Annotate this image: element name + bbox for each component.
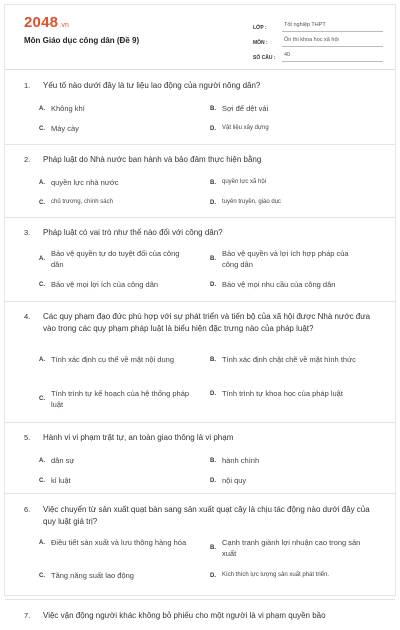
question-7 xyxy=(5,600,395,630)
meta-row-count xyxy=(253,47,383,62)
option-a[interactable]: A. Bảo vệ quyền tự do tuyệt đối của công dân xyxy=(39,249,180,269)
option-b[interactable]: B. hành chính xyxy=(210,456,260,465)
option-b[interactable]: B. Sợi để dệt vải xyxy=(210,104,269,113)
meta-value: 40 xyxy=(282,52,383,62)
option-c[interactable]: C. Tính trình tự kế hoạch của hệ thống pháp luật xyxy=(39,389,190,409)
meta-label: SỐ CÂU : xyxy=(253,55,276,61)
option-b[interactable]: B. Tính xác định chặt chẽ về mặt hình thức xyxy=(210,355,356,364)
option-c[interactable]: C. Máy cày xyxy=(39,124,79,133)
brand-logo[interactable]: 2048.vn xyxy=(24,14,70,31)
exam-header xyxy=(5,5,395,67)
option-d[interactable]: D. tuyên truyền, giáo dục xyxy=(210,199,282,206)
exam-meta xyxy=(253,17,383,62)
question-number: 1. xyxy=(24,81,31,90)
question-number: 2. xyxy=(24,155,31,164)
question-4 xyxy=(5,302,395,423)
meta-value: Tốt nghiệp THPT xyxy=(282,22,383,32)
exam-subject-title: Môn Giáo dục công dân (Đề 9) xyxy=(24,36,140,45)
option-b[interactable]: B. Cạnh tranh giành lợi nhuận cao trong sản xuất xyxy=(210,538,361,558)
option-a[interactable]: A. Không khí xyxy=(39,104,85,113)
question-text: Việc vận động người khác không bỏ phiếu cho một người là vi phạm quyền bầo xyxy=(43,611,326,620)
option-a[interactable]: A. Điều tiết sản xuất và lưu thông hàng hóa xyxy=(39,538,187,547)
question-number: 4. xyxy=(24,312,31,321)
option-b[interactable]: B. quyền lực xã hội xyxy=(210,179,267,186)
option-c[interactable]: C. Bảo vệ mọi lợi ích của công dân xyxy=(39,280,159,289)
option-c[interactable]: C. kỉ luật xyxy=(39,476,71,485)
meta-label: LỚP : xyxy=(253,25,267,31)
option-c[interactable]: C. chủ trương, chính sách xyxy=(39,199,113,206)
meta-row-subject xyxy=(253,32,383,47)
option-d[interactable]: D. Tính trình tự khoa học của pháp luật xyxy=(210,389,343,398)
question-number: 3. xyxy=(24,228,31,237)
meta-value: Ôn thi khoa học xã hội xyxy=(282,37,383,47)
option-c[interactable]: C. Tăng năng suất lao động xyxy=(39,571,134,580)
question-text: Các quy phạm đạo đức phù hợp với sự phát triển và tiến bộ của xã hội được Nhà nước đưa vào trong các quy phạm pháp luật là biểu hiện đặc trưng nào của pháp luật? xyxy=(43,312,371,333)
question-text: Yếu tố nào dưới đây là tư liệu lao động của người nông dân? xyxy=(43,81,261,90)
question-2 xyxy=(5,145,395,218)
question-text: Hành vi vi phạm trật tự, an toàn giao thông là vi phạm xyxy=(43,433,234,442)
question-number: 7. xyxy=(24,611,31,620)
meta-label: MÔN : xyxy=(253,40,268,46)
option-b[interactable]: B. Bảo vệ quyền và lợi ích hợp pháp của công dân xyxy=(210,249,349,269)
question-list xyxy=(5,70,395,630)
question-6 xyxy=(5,494,395,600)
exam-sheet xyxy=(4,4,396,620)
option-d[interactable]: D. Bảo vệ mọi nhu cầu của công dân xyxy=(210,280,336,289)
question-3 xyxy=(5,218,395,302)
option-a[interactable]: A. dân sự xyxy=(39,456,75,465)
question-1 xyxy=(5,70,395,145)
question-5 xyxy=(5,423,395,494)
option-a[interactable]: A. quyền lực nhà nước xyxy=(39,178,119,187)
option-d[interactable]: D. Vật liệu xây dựng xyxy=(210,125,269,132)
meta-row-class xyxy=(253,17,383,32)
question-number: 5. xyxy=(24,433,31,442)
question-number: 6. xyxy=(24,505,31,514)
question-text: Pháp luật có vai trò như thế nào đối với công dân? xyxy=(43,228,223,237)
option-a[interactable]: A. Tính xác định cụ thể về mặt nội dung xyxy=(39,355,174,364)
option-d[interactable]: D. nội quy xyxy=(210,476,247,485)
option-d[interactable]: D. Kích thích lực lượng sản xuất phát triển. xyxy=(210,572,330,579)
question-text: Pháp luật do Nhà nước ban hành và bảo đảm thực hiện bằng xyxy=(43,155,262,164)
question-text: Việc chuyển từ sản xuất quạt bàn sang sản xuất quạt cây là chịu tác động nào dưới đây của quy luật giá trị? xyxy=(43,505,370,526)
